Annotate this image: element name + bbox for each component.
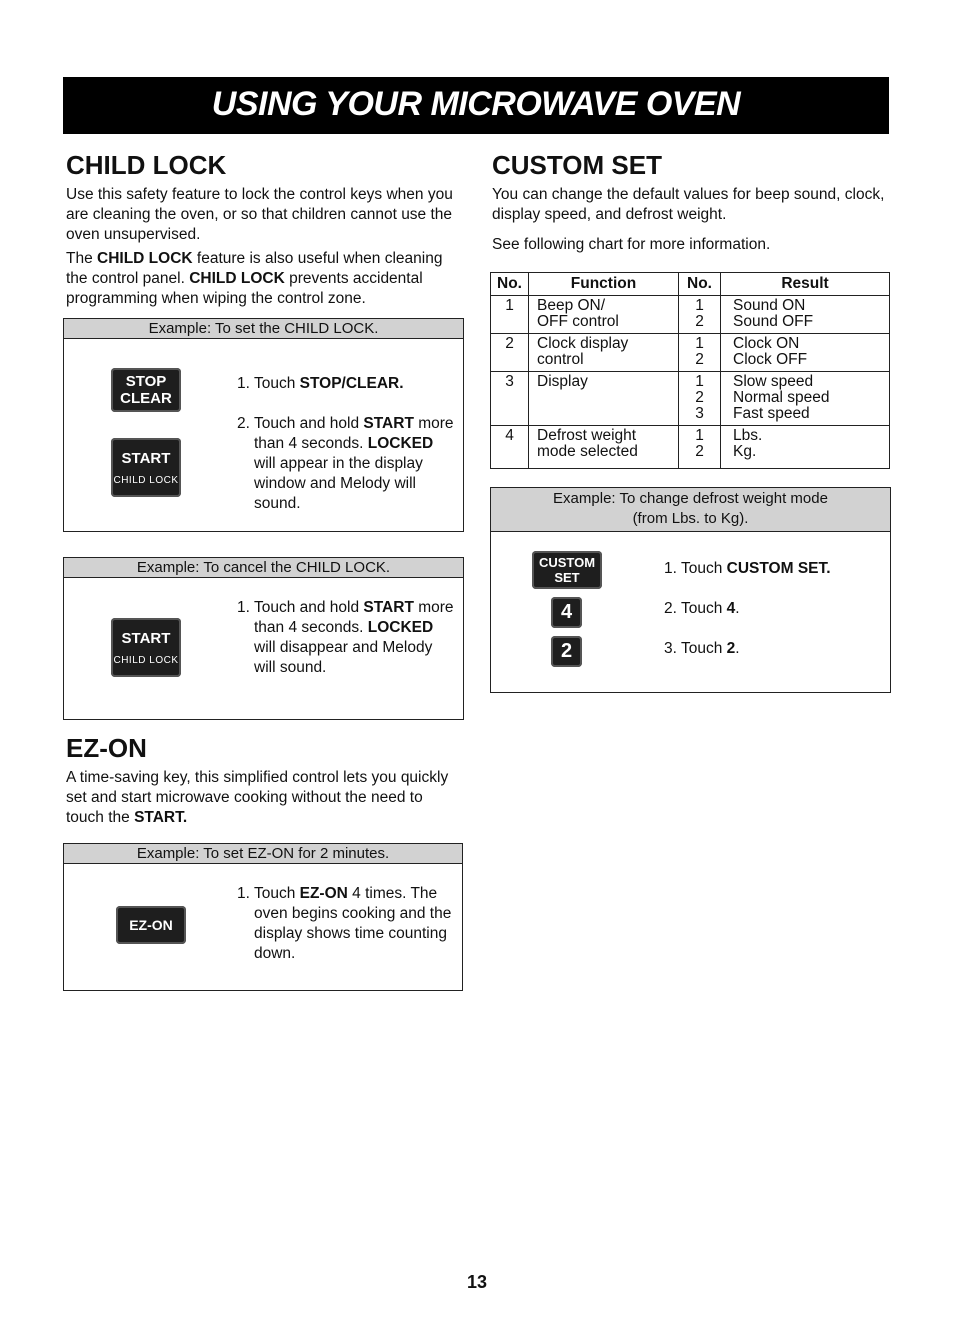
example-header: Example: To change defrost weight mode (from Lbs. to Kg). bbox=[491, 488, 890, 532]
ez-on-key[interactable]: EZ-ON bbox=[116, 906, 186, 944]
row-options: 1 2 bbox=[679, 296, 721, 334]
row-results: Clock ON Clock OFF bbox=[721, 334, 890, 372]
step-3: 3. Touch 2. bbox=[664, 640, 740, 657]
table-row bbox=[491, 372, 890, 426]
example-header: Example: To cancel the CHILD LOCK. bbox=[64, 558, 463, 578]
ez-on-intro: A time-saving key, this simplified control lets you quickly set and start microwave cooking without the need to touch the START. bbox=[66, 769, 449, 826]
row-function: Beep ON/ OFF control bbox=[529, 296, 679, 334]
row-function: Defrost weight mode selected bbox=[529, 426, 679, 469]
row-options: 1 2 bbox=[679, 426, 721, 469]
custom-set-steps bbox=[664, 559, 884, 679]
page-number: 13 bbox=[466, 1272, 488, 1292]
row-results: Lbs. Kg. bbox=[721, 426, 890, 469]
page-title: USING YOUR MICROWAVE OVEN bbox=[211, 85, 741, 123]
table-row bbox=[491, 334, 890, 372]
custom-set-chart-note: See following chart for more information. bbox=[492, 236, 771, 253]
example-cancel-child-lock bbox=[63, 557, 464, 720]
col-result: Result bbox=[721, 273, 890, 296]
ez-on-steps bbox=[237, 884, 457, 984]
title-bar bbox=[63, 77, 889, 134]
start-child-lock-key[interactable]: START CHILD LOCK bbox=[111, 618, 181, 677]
example-custom-set bbox=[490, 487, 891, 693]
step-2: 2. Touch 4. bbox=[664, 600, 740, 617]
example-set-child-lock bbox=[63, 318, 464, 532]
example-header: Example: To set the CHILD LOCK. bbox=[64, 319, 463, 339]
step-1: 1. Touch and hold START more than 4 seconds. LOCKED will disappear and Melody will sound. bbox=[237, 599, 454, 676]
row-no: 4 bbox=[491, 426, 529, 469]
row-options: 1 2 bbox=[679, 334, 721, 372]
row-no: 1 bbox=[491, 296, 529, 334]
table-row bbox=[491, 296, 890, 334]
custom-set-intro: You can change the default values for beep sound, clock, display speed, and defrost weight. bbox=[492, 186, 885, 223]
row-no: 3 bbox=[491, 372, 529, 426]
col-option-no: No. bbox=[679, 273, 721, 296]
step-1: 1. Touch CUSTOM SET. bbox=[664, 560, 831, 577]
row-results: Sound ON Sound OFF bbox=[721, 296, 890, 334]
stop-clear-key[interactable]: STOP CLEAR bbox=[111, 368, 181, 412]
number-2-key[interactable]: 2 bbox=[551, 636, 582, 667]
row-no: 2 bbox=[491, 334, 529, 372]
step-2: 2. Touch and hold START more than 4 seconds. LOCKED will appear in the display window and Melody will sound. bbox=[237, 415, 454, 512]
start-child-lock-key[interactable]: START CHILD LOCK bbox=[111, 438, 181, 497]
child-lock-intro: Use this safety feature to lock the control keys when you are cleaning the oven, or so that children cannot use the oven unsupervised. bbox=[66, 186, 453, 243]
table-row bbox=[491, 426, 890, 469]
example1-steps bbox=[237, 374, 457, 534]
example2-steps bbox=[237, 598, 457, 698]
custom-set-key[interactable]: CUSTOM SET bbox=[532, 551, 602, 589]
step-1: 1. Touch EZ-ON 4 times. The oven begins cooking and the display shows time counting down. bbox=[237, 885, 452, 962]
row-function: Clock display control bbox=[529, 334, 679, 372]
table-header-row bbox=[491, 273, 890, 296]
row-results: Slow speed Normal speed Fast speed bbox=[721, 372, 890, 426]
col-no: No. bbox=[491, 273, 529, 296]
row-options: 1 2 3 bbox=[679, 372, 721, 426]
number-4-key[interactable]: 4 bbox=[551, 597, 582, 628]
child-lock-heading: CHILD LOCK bbox=[66, 150, 227, 180]
custom-set-table bbox=[490, 272, 890, 469]
row-function: Display bbox=[529, 372, 679, 426]
ez-on-heading: EZ-ON bbox=[66, 733, 147, 763]
step-1: 1. Touch STOP/CLEAR. bbox=[237, 375, 404, 392]
example-ez-on bbox=[63, 843, 463, 991]
child-lock-note: The CHILD LOCK feature is also useful when cleaning the control panel. CHILD LOCK prevents accidental programming when wiping the control zone. bbox=[66, 250, 443, 307]
col-function: Function bbox=[529, 273, 679, 296]
example-header: Example: To set EZ-ON for 2 minutes. bbox=[64, 844, 462, 864]
custom-set-heading: CUSTOM SET bbox=[492, 150, 662, 180]
